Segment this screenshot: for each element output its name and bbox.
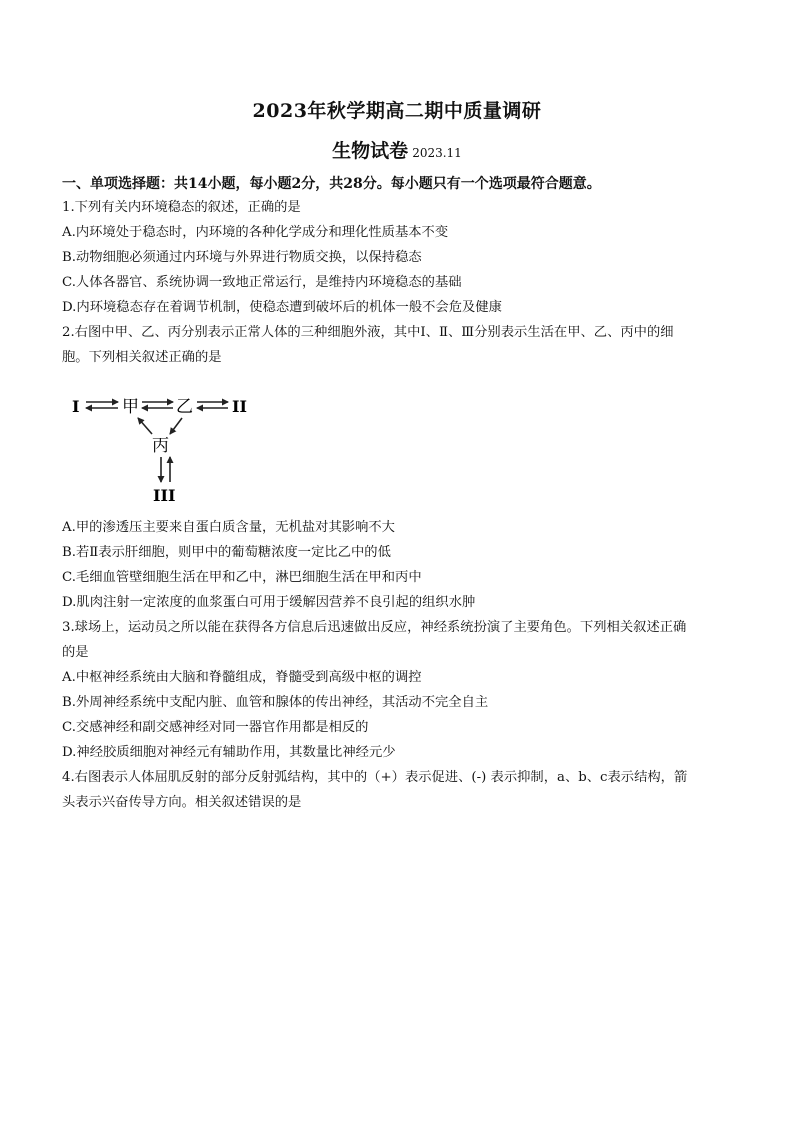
question-3-option-c: C.交感神经和副交感神经对同一器官作用都是相反的 [62,720,369,735]
arrow-bing-to-jia [138,418,152,434]
question-1-option-b: B.动物细胞必须通过内环境与外界进行物质交换，以保持稳态 [62,250,422,265]
question-1-stem: 1.下列有关内环境稳态的叙述，正确的是 [62,200,301,215]
label-fluid-yi: 乙 [176,397,193,417]
arrow-yi-to-bing [170,418,182,434]
question-1-option-d: D.内环境稳态存在着调节机制，使稳态遭到破坏后的机体一般不会危及健康 [62,300,502,315]
body-fluid-diagram [70,388,260,506]
question-3-stem-line-2: 的是 [62,645,89,660]
label-fluid-jia: 甲 [122,397,139,417]
question-2-option-a: A.甲的渗透压主要来自蛋白质含量，无机盐对其影响不大 [62,520,395,535]
exam-title: 2023年秋学期高二期中质量调研 [252,100,542,122]
question-3-option-a: A.中枢神经系统由大脑和脊髓组成，脊髓受到高级中枢的调控 [62,670,422,685]
exam-date: 2023.11 [412,146,462,160]
question-2-option-d: D.肌肉注射一定浓度的血浆蛋白可用于缓解因营养不良引起的组织水肿 [62,595,476,610]
label-cell-ii: II [232,397,247,416]
exam-subtitle [0,136,794,163]
question-2-option-c: C.毛细血管壁细胞生活在甲和乙中，淋巴细胞生活在甲和丙中 [62,570,422,585]
question-3-stem-line-1: 3.球场上，运动员之所以能在获得各方信息后迅速做出反应，神经系统扮演了主要角色。下列相关叙述正确 [62,620,687,635]
question-2-stem-line-2: 胞。下列相关叙述正确的是 [62,350,222,365]
question-1-option-a: A.内环境处于稳态时，内环境的各种化学成分和理化性质基本不变 [62,225,449,240]
label-cell-i: I [72,397,80,416]
subject-name: 生物试卷 [332,140,409,162]
section-heading: 一、单项选择题：共14小题，每小题2分，共28分。每小题只有一个选项最符合题意。 [62,176,601,192]
question-2-stem-line-1: 2.右图中甲、乙、丙分别表示正常人体的三种细胞外液，其中Ⅰ、Ⅱ、Ⅲ分别表示生活在甲、乙、丙中的细 [62,325,674,340]
label-fluid-bing: 丙 [152,436,169,456]
question-4-stem-line-2: 头表示兴奋传导方向。相关叙述错误的是 [62,795,302,810]
label-cell-iii: III [153,486,176,505]
question-3-option-b: B.外周神经系统中支配内脏、血管和腺体的传出神经，其活动不完全自主 [62,695,489,710]
question-4-stem-line-1: 4.右图表示人体屈肌反射的部分反射弧结构，其中的（+）表示促进、(-) 表示抑制，a、b、c表示结构，箭 [62,770,688,785]
question-2-option-b: B.若Ⅱ表示肝细胞，则甲中的葡萄糖浓度一定比乙中的低 [62,545,391,560]
question-1-option-c: C.人体各器官、系统协调一致地正常运行，是维持内环境稳态的基础 [62,275,462,290]
question-3-option-d: D.神经胶质细胞对神经元有辅助作用，其数量比神经元少 [62,745,396,760]
